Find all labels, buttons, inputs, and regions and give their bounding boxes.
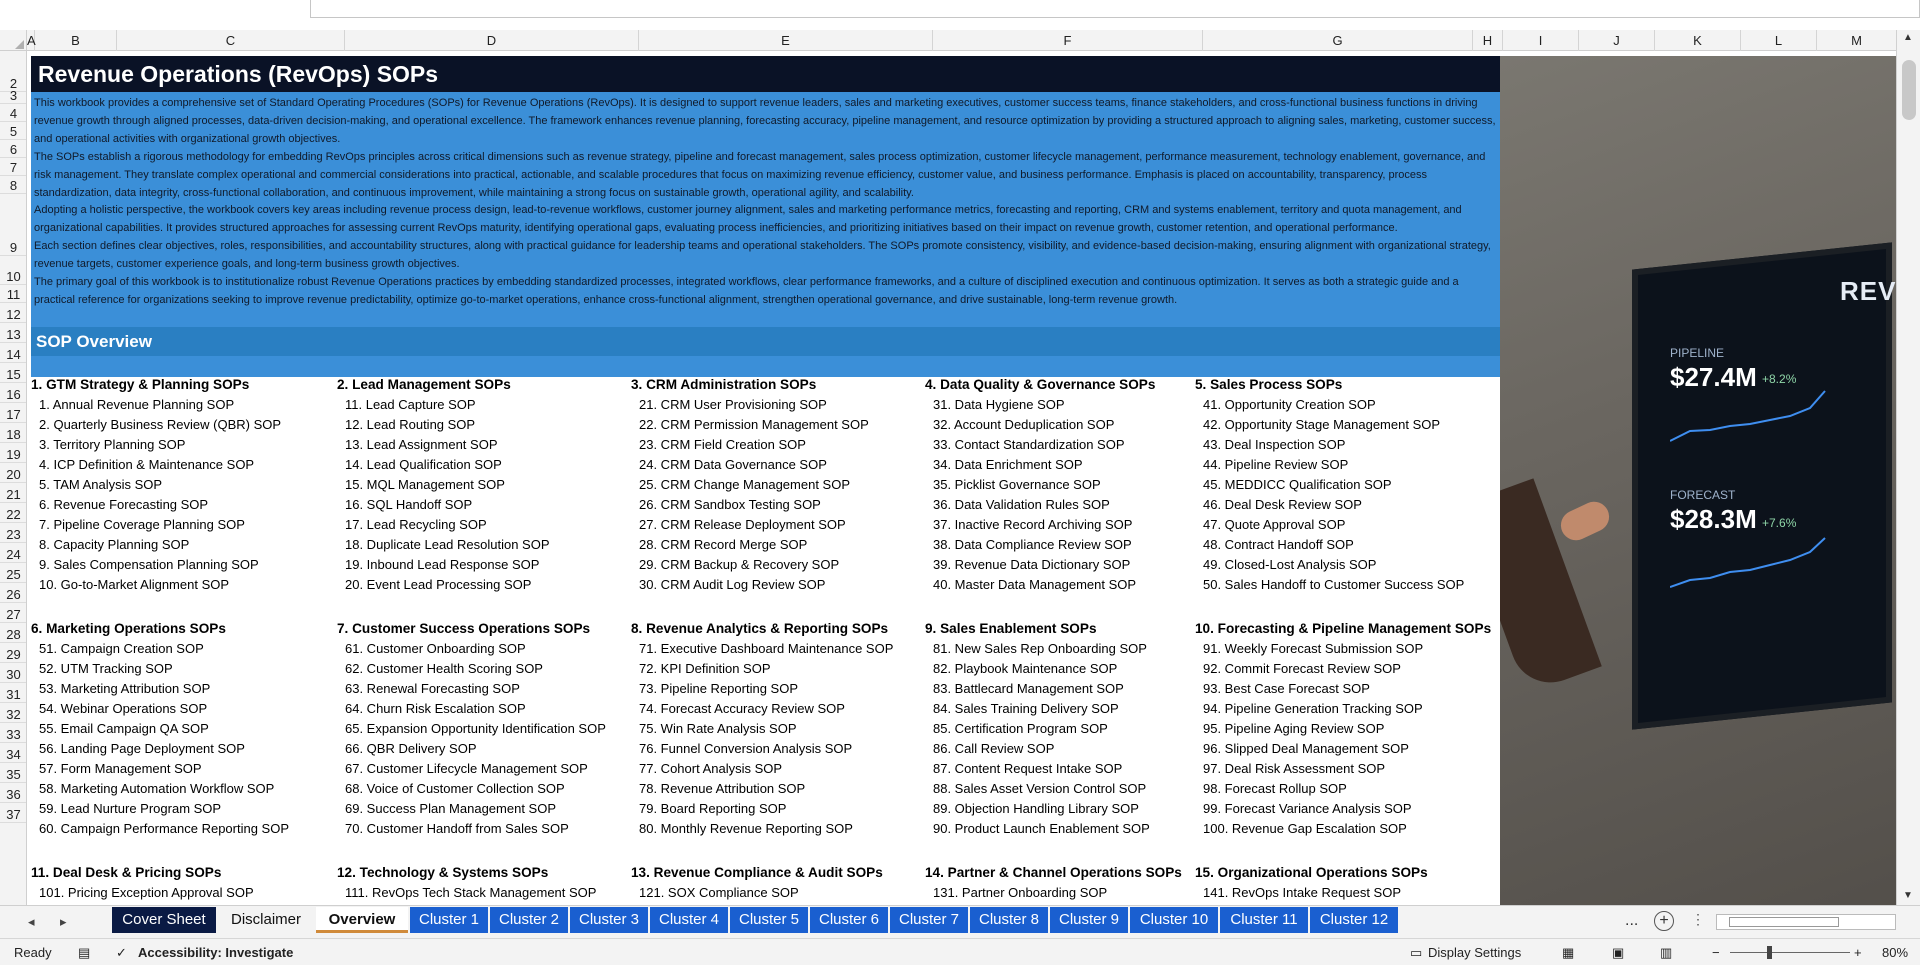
- sop-group-title: 8. Revenue Analytics & Reporting SOPs: [631, 621, 889, 636]
- sop-item[interactable]: 25. CRM Change Management SOP: [639, 477, 850, 492]
- sop-item[interactable]: 86. Call Review SOP: [933, 741, 1055, 756]
- sop-item[interactable]: 40. Master Data Management SOP: [933, 577, 1137, 592]
- column-header[interactable]: L: [1741, 30, 1817, 51]
- sop-item[interactable]: 92. Commit Forecast Review SOP: [1203, 661, 1401, 676]
- sop-item[interactable]: 56. Landing Page Deployment SOP: [39, 741, 245, 756]
- sop-item[interactable]: 93. Best Case Forecast SOP: [1203, 681, 1370, 696]
- sop-item[interactable]: 36. Data Validation Rules SOP: [933, 497, 1110, 512]
- formula-bar-area: [0, 0, 1920, 22]
- column-header[interactable]: H: [1473, 30, 1503, 51]
- intro-paragraph: Each section defines clear objectives, roles, responsibilities, and accountability structures, along with practical guidance for leadership teams and operational stakeholders. The SOPs promote consistency, visibility, and evidence-based decision-making, ensuring alignment with organizational strategy, revenue targets, customer experience goals, and long-term business growth objectives.: [34, 240, 1491, 271]
- sop-item[interactable]: 26. CRM Sandbox Testing SOP: [639, 497, 821, 512]
- sop-item[interactable]: 15. MQL Management SOP: [345, 477, 505, 492]
- screen-heading: REV: [1840, 276, 1896, 306]
- sheet-tab[interactable]: Cluster 12: [1310, 907, 1398, 933]
- sop-group: [337, 619, 606, 839]
- sop-item[interactable]: 18. Duplicate Lead Resolution SOP: [345, 537, 550, 552]
- column-header[interactable]: E: [639, 30, 933, 51]
- sop-group-title: 11. Deal Desk & Pricing SOPs: [31, 865, 222, 880]
- sop-item[interactable]: 65. Expansion Opportunity Identification SOP: [345, 721, 606, 736]
- intro-paragraph: This workbook provides a comprehensive set of Standard Operating Procedures (SOPs) for Revenue Operations (RevOps). It is designed to support revenue leaders, sales and marketing executives, customer success teams, finance stakeholders, and cross-functional business functions in driving revenue growth through aligned processes, data-driven decision-making, and operational excellence. The framework enhances revenue planning, forecasting accuracy, pipeline management, and resource optimization by providing a structured approach to aligning sales, marketing, customer success, and operational activities with organizational growth objectives.: [34, 97, 1496, 145]
- column-header[interactable]: I: [1503, 30, 1579, 51]
- sheet-tab[interactable]: Cover Sheet: [112, 907, 216, 933]
- sheet-tab-bar: [0, 905, 1920, 938]
- sheet-tab[interactable]: Cluster 3: [570, 907, 648, 933]
- row-header[interactable]: 35: [0, 763, 27, 783]
- page-break-icon[interactable]: ▥: [1660, 945, 1673, 960]
- horizontal-scroll-thumb[interactable]: [1729, 917, 1839, 927]
- sop-item[interactable]: 38. Data Compliance Review SOP: [933, 537, 1132, 552]
- sheet-tab[interactable]: Cluster 8: [970, 907, 1048, 933]
- sop-item[interactable]: 67. Customer Lifecycle Management SOP: [345, 761, 588, 776]
- tab-prev-icon[interactable]: ◂: [28, 914, 35, 929]
- row-header[interactable]: 3: [0, 92, 27, 104]
- sop-group-title: 9. Sales Enablement SOPs: [925, 621, 1097, 636]
- intro-paragraph: The primary goal of this workbook is to institutionalize robust Revenue Operations practices by embedding standardized processes, integrated workflows, clear performance frameworks, and a culture of disciplined execution and continuous optimization. It serves as both a strategic guide and a practical reference for organizations seeking to improve revenue predictability, optimize go-to-market operations, enhance cross-functional alignment, strengthen operational governance, and drive sustainable, long-term revenue growth.: [34, 276, 1459, 306]
- row-header[interactable]: 30: [0, 663, 27, 683]
- row-header[interactable]: 5: [0, 122, 27, 140]
- sop-group-title: 2. Lead Management SOPs: [337, 377, 511, 392]
- sop-item[interactable]: 48. Contract Handoff SOP: [1203, 537, 1354, 552]
- sop-item[interactable]: 76. Funnel Conversion Analysis SOP: [639, 741, 853, 756]
- row-header[interactable]: 36: [0, 783, 27, 803]
- sop-item[interactable]: 28. CRM Record Merge SOP: [639, 537, 808, 552]
- zoom-in-icon[interactable]: +: [1854, 945, 1862, 960]
- forecast-value: $28.3M: [1670, 504, 1757, 534]
- display-settings[interactable]: Display Settings: [1428, 945, 1522, 960]
- column-header[interactable]: K: [1655, 30, 1741, 51]
- intro-paragraph: The SOPs establish a rigorous methodology for embedding RevOps principles across critical dimensions such as revenue strategy, pipeline and forecast management, sales process optimization, customer lifecycle management, performance measurement, technology enablement, governance, and risk management. They translate complex operational and commercial considerations into practical, actionable, and scalable procedures that focus on maximizing revenue efficiency, customer value, and business performance. Emphasis is placed on accountability, transparency, process standardization, data integrity, cross-functional collaboration, and continuous improvement, while maintaining a strong focus on sustainable growth, operational agility, and scalability.: [34, 150, 1486, 199]
- macro-record-icon[interactable]: ▤: [78, 945, 91, 960]
- page-title: Revenue Operations (RevOps) SOPs: [31, 56, 1500, 92]
- row-header[interactable]: 32: [0, 703, 27, 723]
- column-header[interactable]: G: [1203, 30, 1473, 51]
- sop-item[interactable]: 68. Voice of Customer Collection SOP: [345, 781, 565, 796]
- sop-item[interactable]: 89. Objection Handling Library SOP: [933, 801, 1139, 816]
- row-header[interactable]: 12: [0, 303, 27, 323]
- column-header[interactable]: F: [933, 30, 1203, 51]
- sop-item[interactable]: 84. Sales Training Delivery SOP: [933, 701, 1119, 716]
- column-header[interactable]: J: [1579, 30, 1655, 51]
- sop-item[interactable]: 58. Marketing Automation Workflow SOP: [39, 781, 275, 796]
- sheet-tab[interactable]: Disclaimer: [218, 907, 314, 933]
- sop-item[interactable]: 47. Quote Approval SOP: [1203, 517, 1346, 532]
- sop-item[interactable]: 43. Deal Inspection SOP: [1203, 437, 1346, 452]
- sop-item[interactable]: 80. Monthly Revenue Reporting SOP: [639, 821, 853, 836]
- select-all-corner[interactable]: [0, 30, 27, 51]
- row-header[interactable]: 16: [0, 383, 27, 403]
- status-bar: [0, 938, 1920, 965]
- sop-group: [337, 375, 550, 595]
- vertical-scrollbar[interactable]: [1896, 30, 1920, 905]
- sop-item[interactable]: 35. Picklist Governance SOP: [933, 477, 1101, 492]
- row-header[interactable]: 10: [0, 256, 27, 285]
- sop-item[interactable]: 95. Pipeline Aging Review SOP: [1203, 721, 1385, 736]
- sop-item[interactable]: 60. Campaign Performance Reporting SOP: [39, 821, 290, 836]
- sheet-tab[interactable]: Cluster 10: [1130, 907, 1218, 933]
- row-header[interactable]: 18: [0, 423, 27, 443]
- sop-item[interactable]: 6. Revenue Forecasting SOP: [39, 497, 209, 512]
- column-header[interactable]: C: [117, 30, 345, 51]
- sop-item[interactable]: 46. Deal Desk Review SOP: [1203, 497, 1362, 512]
- sop-item[interactable]: 2. Quarterly Business Review (QBR) SOP: [39, 417, 282, 432]
- sop-item[interactable]: 141. RevOps Intake Request SOP: [1203, 885, 1401, 900]
- sop-item[interactable]: 23. CRM Field Creation SOP: [639, 437, 806, 452]
- sop-item[interactable]: 24. CRM Data Governance SOP: [639, 457, 827, 472]
- sop-item[interactable]: 91. Weekly Forecast Submission SOP: [1203, 641, 1424, 656]
- row-header[interactable]: 24: [0, 543, 27, 563]
- sop-item[interactable]: 3. Territory Planning SOP: [39, 437, 186, 452]
- row-header[interactable]: 7: [0, 158, 27, 176]
- row-header[interactable]: 22: [0, 503, 27, 523]
- sop-item[interactable]: 100. Revenue Gap Escalation SOP: [1203, 821, 1407, 836]
- sop-item[interactable]: 50. Sales Handoff to Customer Success SOP: [1203, 577, 1465, 592]
- row-header[interactable]: 23: [0, 523, 27, 543]
- sop-item[interactable]: 19. Inbound Lead Response SOP: [345, 557, 540, 572]
- sop-group-title: 12. Technology & Systems SOPs: [337, 865, 549, 880]
- column-header[interactable]: D: [345, 30, 639, 51]
- row-header[interactable]: 26: [0, 583, 27, 603]
- normal-view-icon[interactable]: ▦: [1562, 945, 1575, 960]
- sheet-tab[interactable]: Cluster 5: [730, 907, 808, 933]
- sop-item[interactable]: 90. Product Launch Enablement SOP: [933, 821, 1150, 836]
- sop-item[interactable]: 53. Marketing Attribution SOP: [39, 681, 211, 696]
- sop-item[interactable]: 13. Lead Assignment SOP: [345, 437, 498, 452]
- sop-group: [631, 619, 893, 839]
- row-header[interactable]: 33: [0, 723, 27, 743]
- sop-group-title: 3. CRM Administration SOPs: [631, 377, 817, 392]
- sop-item[interactable]: 88. Sales Asset Version Control SOP: [933, 781, 1147, 796]
- sop-item[interactable]: 98. Forecast Rollup SOP: [1203, 781, 1347, 796]
- zoom-level[interactable]: 80%: [1882, 945, 1909, 960]
- sheet-tab[interactable]: Cluster 7: [890, 907, 968, 933]
- sop-item[interactable]: 96. Slipped Deal Management SOP: [1203, 741, 1409, 756]
- sop-group: [1195, 619, 1491, 839]
- sop-item[interactable]: 71. Executive Dashboard Maintenance SOP: [639, 641, 894, 656]
- sheet-tab[interactable]: Cluster 1: [410, 907, 488, 933]
- sop-group-title: 10. Forecasting & Pipeline Management SOPs: [1195, 621, 1492, 636]
- tab-options-icon[interactable]: ⋮: [1691, 911, 1705, 927]
- sop-group: [925, 375, 1155, 595]
- sop-item[interactable]: 66. QBR Delivery SOP: [345, 741, 477, 756]
- row-header[interactable]: 2: [0, 56, 27, 92]
- sop-item[interactable]: 78. Revenue Attribution SOP: [639, 781, 806, 796]
- more-tabs-button[interactable]: ...: [1625, 912, 1639, 929]
- row-header[interactable]: 9: [0, 194, 27, 256]
- sop-group-title: 14. Partner & Channel Operations SOPs: [925, 865, 1182, 880]
- row-header[interactable]: 17: [0, 403, 27, 423]
- sop-item[interactable]: 34. Data Enrichment SOP: [933, 457, 1083, 472]
- sop-item[interactable]: 64. Churn Risk Escalation SOP: [345, 701, 526, 716]
- row-header[interactable]: 15: [0, 363, 27, 383]
- sheet-tab[interactable]: Overview: [316, 907, 408, 933]
- sop-item[interactable]: 97. Deal Risk Assessment SOP: [1203, 761, 1386, 776]
- sop-group-title: 4. Data Quality & Governance SOPs: [925, 377, 1156, 392]
- sop-item[interactable]: 22. CRM Permission Management SOP: [639, 417, 869, 432]
- row-header[interactable]: 31: [0, 683, 27, 703]
- zoom-slider[interactable]: [1730, 952, 1850, 953]
- row-header[interactable]: 19: [0, 443, 27, 463]
- sheet-tab[interactable]: Cluster 4: [650, 907, 728, 933]
- accessibility-status[interactable]: Accessibility: Investigate: [138, 945, 294, 960]
- sop-item[interactable]: 20. Event Lead Processing SOP: [345, 577, 532, 592]
- formula-input[interactable]: [310, 0, 1920, 18]
- sop-item[interactable]: 21. CRM User Provisioning SOP: [639, 397, 827, 412]
- dashboard-screen: [1632, 242, 1892, 729]
- sop-item[interactable]: 44. Pipeline Review SOP: [1203, 457, 1349, 472]
- sop-item[interactable]: 12. Lead Routing SOP: [345, 417, 476, 432]
- zoom-slider-thumb[interactable]: [1767, 946, 1772, 959]
- row-header[interactable]: 8: [0, 176, 27, 194]
- row-header[interactable]: 27: [0, 603, 27, 623]
- sop-item[interactable]: 11. Lead Capture SOP: [345, 397, 476, 412]
- vertical-scroll-thumb[interactable]: [1902, 60, 1916, 120]
- sop-item[interactable]: 82. Playbook Maintenance SOP: [933, 661, 1118, 676]
- sheet-grid[interactable]: [27, 51, 1896, 905]
- sop-item[interactable]: 33. Contact Standardization SOP: [933, 437, 1125, 452]
- column-header[interactable]: A: [27, 30, 35, 51]
- row-header[interactable]: 21: [0, 483, 27, 503]
- sop-item[interactable]: 62. Customer Health Scoring SOP: [345, 661, 543, 676]
- sop-item[interactable]: 27. CRM Release Deployment SOP: [639, 517, 846, 532]
- forecast-pct: +7.6%: [1762, 516, 1797, 530]
- add-sheet-icon[interactable]: +: [1654, 911, 1674, 931]
- row-header[interactable]: 28: [0, 623, 27, 643]
- sop-group: [925, 863, 1182, 903]
- sop-group: [925, 619, 1150, 839]
- sop-item[interactable]: 63. Renewal Forecasting SOP: [345, 681, 520, 696]
- sop-item[interactable]: 42. Opportunity Stage Management SOP: [1203, 417, 1441, 432]
- sop-item[interactable]: 51. Campaign Creation SOP: [39, 641, 204, 656]
- column-headers: [0, 30, 1896, 51]
- sheet-tab[interactable]: Cluster 11: [1220, 907, 1308, 933]
- sop-group: [631, 863, 883, 903]
- sop-item[interactable]: 85. Certification Program SOP: [933, 721, 1108, 736]
- pipeline-sparkline: [1670, 386, 1830, 446]
- sop-item[interactable]: 52. UTM Tracking SOP: [39, 661, 173, 676]
- sop-item[interactable]: 81. New Sales Rep Onboarding SOP: [933, 641, 1147, 656]
- sop-item[interactable]: 45. MEDDICC Qualification SOP: [1203, 477, 1392, 492]
- row-header[interactable]: 4: [0, 104, 27, 122]
- row-header[interactable]: 34: [0, 743, 27, 763]
- sop-item[interactable]: 9. Sales Compensation Planning SOP: [39, 557, 259, 572]
- scroll-down-icon[interactable]: ▼: [1903, 890, 1913, 901]
- sop-item[interactable]: 79. Board Reporting SOP: [639, 801, 787, 816]
- horizontal-scrollbar[interactable]: [1716, 914, 1896, 930]
- sop-item[interactable]: 8. Capacity Planning SOP: [39, 537, 190, 552]
- row-header[interactable]: 37: [0, 803, 27, 823]
- sop-item[interactable]: 99. Forecast Variance Analysis SOP: [1203, 801, 1412, 816]
- sop-group-title: 15. Organizational Operations SOPs: [1195, 865, 1428, 880]
- intro-paragraph: Adopting a holistic perspective, the workbook covers key areas including revenue process design, lead-to-revenue workflows, customer journey alignment, sales and marketing performance metrics, forecasting and reporting, CRM and systems enablement, territory and quota management, and organizational capabilities. It provides structured approaches for assessing current RevOps maturity, identifying operational gaps, evaluating process inefficiencies, and prioritizing initiatives based on their impact on revenue growth, customer retention, and operational performance.: [34, 204, 1462, 235]
- row-header[interactable]: 20: [0, 463, 27, 483]
- page-layout-icon[interactable]: ▣: [1612, 945, 1625, 960]
- zoom-out-icon[interactable]: −: [1712, 945, 1720, 960]
- sop-item[interactable]: 111. RevOps Tech Stack Management SOP: [345, 885, 597, 900]
- sop-group: [31, 619, 289, 839]
- sop-item[interactable]: 16. SQL Handoff SOP: [345, 497, 473, 512]
- sop-group: [1195, 375, 1464, 595]
- sop-item[interactable]: 69. Success Plan Management SOP: [345, 801, 557, 816]
- presenter-hand: [1556, 497, 1614, 545]
- pipeline-value: $27.4M: [1670, 362, 1757, 392]
- sop-item[interactable]: 59. Lead Nurture Program SOP: [39, 801, 222, 816]
- sop-item[interactable]: 57. Form Management SOP: [39, 761, 202, 776]
- sop-item[interactable]: 14. Lead Qualification SOP: [345, 457, 502, 472]
- sop-item[interactable]: 29. CRM Backup & Recovery SOP: [639, 557, 840, 572]
- presentation-photo: [1500, 56, 1896, 905]
- sop-item[interactable]: 55. Email Campaign QA SOP: [39, 721, 209, 736]
- sop-group: [631, 375, 869, 595]
- sop-item[interactable]: 32. Account Deduplication SOP: [933, 417, 1115, 432]
- sop-group-title: 13. Revenue Compliance & Audit SOPs: [631, 865, 883, 880]
- sop-item[interactable]: 17. Lead Recycling SOP: [345, 517, 487, 532]
- sop-item[interactable]: 72. KPI Definition SOP: [639, 661, 771, 676]
- sop-overview-header: SOP Overview: [31, 327, 1500, 356]
- sop-group-title: 1. GTM Strategy & Planning SOPs: [31, 377, 250, 392]
- accessibility-icon[interactable]: ✓: [116, 945, 127, 960]
- scroll-up-icon[interactable]: ▲: [1903, 32, 1913, 43]
- row-header[interactable]: 6: [0, 140, 27, 158]
- row-header[interactable]: 14: [0, 343, 27, 363]
- sop-item[interactable]: 131. Partner Onboarding SOP: [933, 885, 1108, 900]
- sop-group: [337, 863, 596, 903]
- sop-item[interactable]: 1. Annual Revenue Planning SOP: [39, 397, 235, 412]
- sop-item[interactable]: 10. Go-to-Market Alignment SOP: [39, 577, 230, 592]
- pipeline-label: PIPELINE: [1670, 346, 1725, 360]
- sop-item[interactable]: 31. Data Hygiene SOP: [933, 397, 1065, 412]
- sop-item[interactable]: 61. Customer Onboarding SOP: [345, 641, 526, 656]
- row-header[interactable]: 25: [0, 563, 27, 583]
- sop-item[interactable]: 87. Content Request Intake SOP: [933, 761, 1123, 776]
- sop-item[interactable]: 5. TAM Analysis SOP: [39, 477, 163, 492]
- column-header[interactable]: B: [35, 30, 117, 51]
- sop-item[interactable]: 49. Closed-Lost Analysis SOP: [1203, 557, 1377, 572]
- sop-item[interactable]: 74. Forecast Accuracy Review SOP: [639, 701, 845, 716]
- sop-item[interactable]: 94. Pipeline Generation Tracking SOP: [1203, 701, 1423, 716]
- row-header[interactable]: 11: [0, 285, 27, 303]
- sop-group-title: 7. Customer Success Operations SOPs: [337, 621, 591, 636]
- pipeline-pct: +8.2%: [1762, 372, 1797, 386]
- sop-item[interactable]: 37. Inactive Record Archiving SOP: [933, 517, 1133, 532]
- sop-item[interactable]: 73. Pipeline Reporting SOP: [639, 681, 798, 696]
- display-settings-icon[interactable]: ▭: [1410, 945, 1423, 960]
- sop-group: [31, 375, 281, 595]
- sop-item[interactable]: 83. Battlecard Management SOP: [933, 681, 1124, 696]
- sop-item[interactable]: 70. Customer Handoff from Sales SOP: [345, 821, 569, 836]
- sheet-tab[interactable]: Cluster 6: [810, 907, 888, 933]
- forecast-sparkline: [1670, 532, 1830, 592]
- column-header[interactable]: M: [1817, 30, 1897, 51]
- sop-item[interactable]: 77. Cohort Analysis SOP: [639, 761, 783, 776]
- status-ready: Ready: [14, 945, 52, 960]
- tab-next-icon[interactable]: ▸: [60, 914, 67, 929]
- sop-item[interactable]: 101. Pricing Exception Approval SOP: [39, 885, 254, 900]
- sop-group: [1195, 863, 1428, 903]
- sheet-tab[interactable]: Cluster 9: [1050, 907, 1128, 933]
- sop-item[interactable]: 121. SOX Compliance SOP: [639, 885, 799, 900]
- sop-item[interactable]: 7. Pipeline Coverage Planning SOP: [39, 517, 245, 532]
- sheet-tab[interactable]: Cluster 2: [490, 907, 568, 933]
- sop-item[interactable]: 75. Win Rate Analysis SOP: [639, 721, 797, 736]
- sop-group-title: 6. Marketing Operations SOPs: [31, 621, 226, 636]
- sop-item[interactable]: 30. CRM Audit Log Review SOP: [639, 577, 826, 592]
- forecast-label: FORECAST: [1670, 488, 1736, 502]
- sop-group: [31, 863, 254, 903]
- sop-group-title: 5. Sales Process SOPs: [1195, 377, 1343, 392]
- row-header[interactable]: 29: [0, 643, 27, 663]
- row-header[interactable]: 13: [0, 323, 27, 343]
- sop-item[interactable]: 54. Webinar Operations SOP: [39, 701, 208, 716]
- row-headers: [0, 51, 27, 905]
- sop-item[interactable]: 39. Revenue Data Dictionary SOP: [933, 557, 1131, 572]
- sop-item[interactable]: 4. ICP Definition & Maintenance SOP: [39, 457, 255, 472]
- sop-item[interactable]: 41. Opportunity Creation SOP: [1203, 397, 1376, 412]
